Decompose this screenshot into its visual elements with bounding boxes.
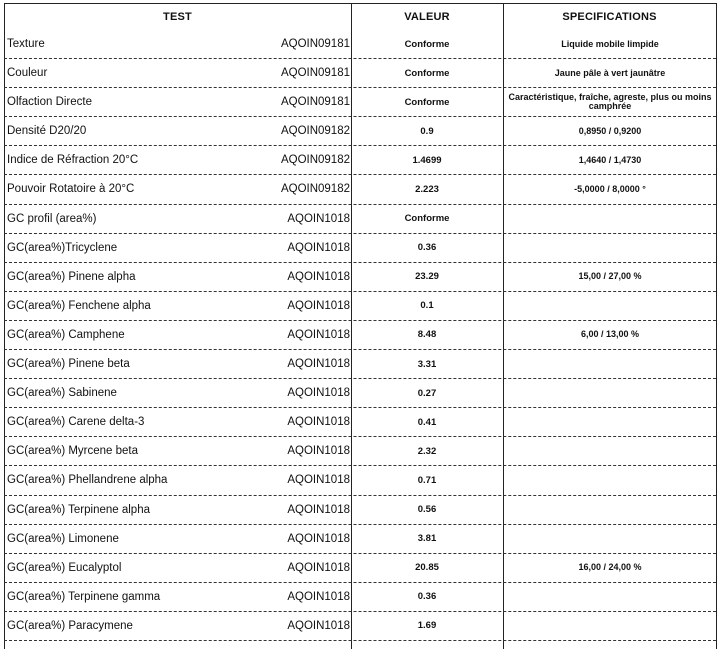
table-row xyxy=(4,554,716,583)
test-name: Indice de Réfraction 20°C xyxy=(7,154,139,167)
method-code: AQOIN1018 xyxy=(287,212,350,225)
header-test: TEST xyxy=(163,11,192,23)
test-name: GC profil (area%) xyxy=(7,212,97,225)
method-code: AQOIN09181 xyxy=(280,38,350,50)
test-name: GC(area%) Fenchene alpha xyxy=(7,299,151,312)
method-code: AQOIN1018 xyxy=(287,241,350,254)
test-name: GC(area%) Terpinene gamma xyxy=(7,590,161,603)
header-specifications: SPECIFICATIONS xyxy=(562,11,657,23)
method-code: AQOIN1018 xyxy=(287,590,350,603)
specification: Caractéristique, fraîche, agreste, plus ou moins camphrée xyxy=(508,92,712,112)
method-code: AQOIN1018 xyxy=(287,387,350,400)
result-value: 0.41 xyxy=(417,416,437,428)
method-code: AQOIN1018 xyxy=(287,532,350,545)
test-name: GC(area%) Terpinene alpha xyxy=(7,503,150,516)
result-value: 0.71 xyxy=(417,474,437,486)
specification xyxy=(504,234,716,262)
test-name: GC(area%) Carene delta-3 xyxy=(7,416,145,429)
result-value: 1.69 xyxy=(417,620,437,632)
test-name: Pouvoir Rotatoire à 20°C xyxy=(7,183,135,196)
table-row xyxy=(4,88,716,117)
test-name: GC(area%) Sabinene xyxy=(7,387,117,400)
method-code: AQOIN1018 xyxy=(287,619,350,632)
table-row xyxy=(4,59,716,88)
method-code: AQOIN1018 xyxy=(287,561,350,574)
method-code: AQOIN1018 xyxy=(287,270,350,283)
specification: -5,0000 / 8,0000 ° xyxy=(574,183,646,194)
table-row xyxy=(4,30,716,59)
test-name: GC(area%) Myrcene beta xyxy=(7,445,139,458)
specification xyxy=(504,292,716,320)
result-value: 8.48 xyxy=(417,329,437,341)
method-code: AQOIN1018 xyxy=(287,358,350,371)
test-name: GC(area%) Pinene alpha xyxy=(7,270,136,283)
table-row xyxy=(4,408,716,437)
row-separator xyxy=(4,640,716,641)
method-code: AQOIN1018 xyxy=(287,299,350,312)
result-value: 3.31 xyxy=(417,358,437,370)
table-row xyxy=(4,496,716,525)
test-name: Couleur xyxy=(7,67,48,80)
specification: 6,00 / 13,00 % xyxy=(580,329,640,340)
result-value: 2.223 xyxy=(415,183,439,195)
method-code: AQOIN09181 xyxy=(280,96,350,109)
table-row xyxy=(4,321,716,350)
table-row xyxy=(4,525,716,554)
test-name: GC(area%)Tricyclene xyxy=(7,241,118,254)
result-value: 2.32 xyxy=(417,445,437,457)
specification xyxy=(504,496,716,524)
test-name: GC(area%) Phellandrene alpha xyxy=(7,474,168,487)
table-header xyxy=(4,3,716,29)
method-code: AQOIN09182 xyxy=(280,154,350,167)
result-value: 0.36 xyxy=(417,591,437,603)
test-name: GC(area%) Paracymene xyxy=(7,619,133,632)
result-value: 0.9 xyxy=(420,125,434,137)
test-name: GC(area%) Eucalyptol xyxy=(7,561,122,574)
table-row xyxy=(4,117,716,146)
method-code: AQOIN1018 xyxy=(287,445,350,458)
specification xyxy=(504,379,716,407)
test-name: Densité D20/20 xyxy=(7,125,87,138)
test-name: GC(area%) Pinene beta xyxy=(7,358,130,371)
method-code: AQOIN1018 xyxy=(287,416,350,429)
table-row xyxy=(4,350,716,379)
result-value: 20.85 xyxy=(415,562,439,574)
result-value: 0.56 xyxy=(417,504,437,515)
method-code: AQOIN09182 xyxy=(280,183,350,196)
result-value: 0.1 xyxy=(420,300,434,312)
table-row xyxy=(4,466,716,495)
specification xyxy=(504,437,716,465)
table-row xyxy=(4,292,716,321)
specification xyxy=(504,350,716,378)
table-row xyxy=(4,146,716,175)
result-value: 23.29 xyxy=(415,271,439,283)
table-row xyxy=(4,263,716,292)
table-row xyxy=(4,175,716,204)
table-row xyxy=(4,612,716,641)
table-right-border xyxy=(716,3,717,649)
specification xyxy=(504,612,716,640)
result-value: 0.36 xyxy=(417,242,437,254)
specification: Jaune pâle à vert jaunâtre xyxy=(554,67,666,78)
table-row xyxy=(4,205,716,234)
method-code: AQOIN09181 xyxy=(280,67,350,80)
result-value: Conforme xyxy=(404,96,450,108)
specification xyxy=(504,408,716,436)
method-code: AQOIN09182 xyxy=(280,125,350,138)
test-name: GC(area%) Camphene xyxy=(7,328,125,341)
result-value: Conforme xyxy=(404,213,450,225)
specification: 16,00 / 24,00 % xyxy=(578,562,642,573)
table-row xyxy=(4,437,716,466)
table-row xyxy=(4,234,716,263)
specification: Liquide mobile limpide xyxy=(561,38,659,49)
test-name: GC(area%) Limonene xyxy=(7,532,119,545)
specification xyxy=(504,583,716,611)
specification xyxy=(504,466,716,494)
specification: 15,00 / 27,00 % xyxy=(578,271,642,282)
result-value: Conforme xyxy=(404,38,450,50)
method-code: AQOIN1018 xyxy=(287,474,350,487)
table-body xyxy=(4,30,716,641)
specification xyxy=(504,205,716,233)
specification xyxy=(504,525,716,553)
result-value: 0.27 xyxy=(417,387,437,399)
result-value: 3.81 xyxy=(417,533,437,545)
test-name: Olfaction Directe xyxy=(7,96,93,109)
method-code: AQOIN1018 xyxy=(287,328,350,341)
table-row xyxy=(4,379,716,408)
table-row xyxy=(4,583,716,612)
specification: 1,4640 / 1,4730 xyxy=(578,154,642,165)
method-code: AQOIN1018 xyxy=(287,503,350,516)
result-value: 1.4699 xyxy=(412,154,442,166)
result-value: Conforme xyxy=(404,67,450,79)
test-name: Texture xyxy=(7,38,45,50)
header-valeur: VALEUR xyxy=(404,11,450,23)
specification: 0,8950 / 0,9200 xyxy=(578,125,642,136)
